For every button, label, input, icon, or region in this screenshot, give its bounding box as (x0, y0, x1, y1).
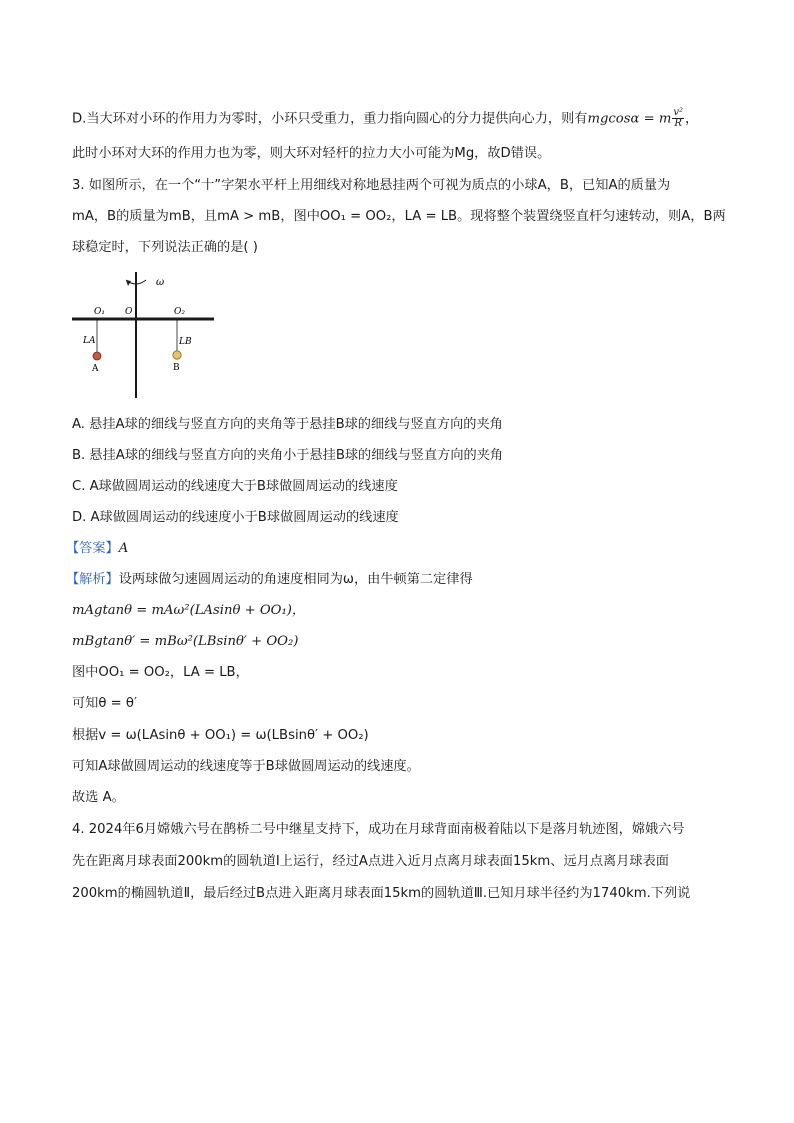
ball-b (173, 351, 181, 359)
q3-stem-line-3: 球稳定时，下列说法正确的是( ) (72, 240, 258, 255)
q3-conclusion: 可知A球做圆周运动的线速度等于B球做圆周运动的线速度。 (72, 759, 420, 774)
fraction-denominator: R (674, 118, 682, 129)
ball-a (93, 352, 101, 360)
answer-label: 【答案】 (66, 541, 119, 556)
q3-figure-cross-frame (70, 268, 220, 400)
q4-stem-line-2: 先在距离月球表面200km的圆轨道Ⅰ上运行，经过A点进入近月点离月球表面15km、远月点离月球表面 (72, 854, 669, 869)
q3-choose: 故选 A。 (72, 790, 125, 805)
q3-stem-line-2: mA，B的质量为mB，且mA > mB，图中OO₁ = OO₂，LA = LB。现将整个装置绕竖直杆匀速转动，则A，B两 (72, 209, 726, 224)
analysis-label: 【解析】 (66, 572, 119, 587)
d-explain-text: D.当大环对小环的作用力为零时，小环只受重力，重力指向圆心的分力提供向心力，则有 (72, 111, 588, 127)
q3-equation-1: mAgtanθ = mAω²(LAsinθ + OO₁)， (72, 603, 306, 618)
q3-analysis (66, 570, 734, 590)
d-explain-line-1 (72, 108, 734, 130)
q3-equation-3: 图中OO₁ = OO₂，LA = LB， (72, 665, 249, 680)
analysis-text: 设两球做匀速圆周运动的角速度相同为ω，由牛顿第二定律得 (118, 572, 473, 587)
q3-equation-2: mBgtanθ′ = mBω²(LBsinθ′ + OO₂) (72, 634, 299, 649)
q3-option-a: A. 悬挂A球的细线与竖直方向的夹角等于悬挂B球的细线与竖直方向的夹角 (72, 417, 503, 432)
label-lb: LB (179, 337, 192, 347)
q3-stem-line-1: 3. 如图所示，在一个“十”字架水平杆上用细线对称地悬挂两个可视为质点的小球A，B，已知A的质量为 (72, 178, 671, 193)
q4-stem-line-1: 4. 2024年6月嫦娥六号在鹊桥二号中继星支持下，成功在月球背面南极着陆以下是落月轨迹图，嫦娥六号 (72, 822, 685, 837)
label-o2: O₂ (174, 307, 185, 317)
d-explain-line-2: 此时小环对大环的作用力也为零，则大环对轻杆的拉力大小可能为Mg，故D错误。 (72, 146, 551, 161)
q3-equation-4: 可知θ = θ′ (72, 696, 137, 711)
d-explain-formula: mgcosα = m (587, 111, 672, 127)
answer-value: A (118, 541, 129, 556)
fraction-numerator: v² (673, 107, 684, 118)
q3-option-b: B. 悬挂A球的细线与竖直方向的夹角小于悬挂B球的细线与竖直方向的夹角 (72, 448, 504, 463)
label-ball-a: A (92, 364, 99, 374)
omega-label: ω (156, 277, 165, 288)
fraction-v2-over-r (672, 108, 684, 129)
label-ball-b: B (173, 363, 180, 373)
label-o1: O₁ (94, 307, 105, 317)
q3-equation-5: 根据v = ω(LAsinθ + OO₁) = ω(LBsinθ′ + OO₂) (72, 728, 369, 743)
q4-stem-line-3: 200km的椭圆轨道Ⅱ，最后经过B点进入距离月球表面15km的圆轨道Ⅲ.已知月球半径约为1740km.下列说 (72, 886, 691, 901)
label-o: O (125, 307, 133, 317)
d-explain-comma: ， (685, 111, 699, 127)
q3-answer (66, 539, 734, 559)
q3-option-c: C. A球做圆周运动的线速度大于B球做圆周运动的线速度 (72, 479, 398, 494)
q3-option-d: D. A球做圆周运动的线速度小于B球做圆周运动的线速度 (72, 510, 399, 525)
label-la: LA (83, 336, 96, 346)
